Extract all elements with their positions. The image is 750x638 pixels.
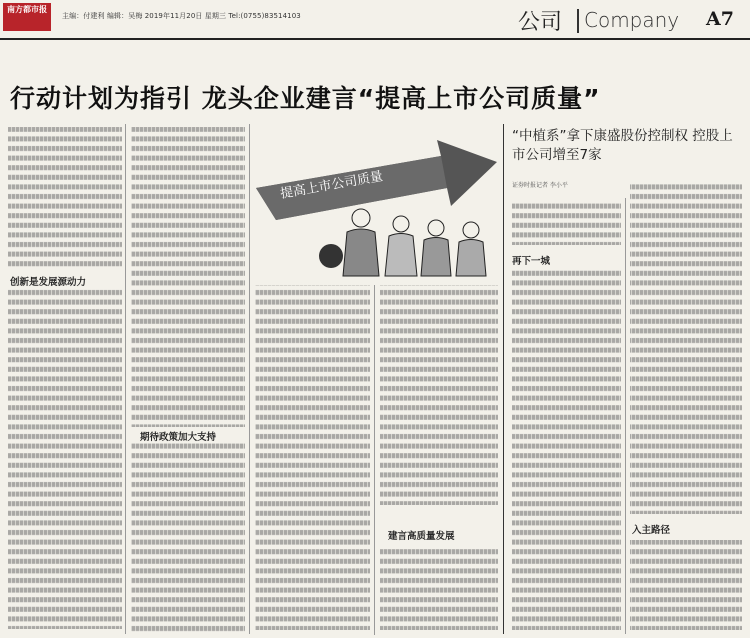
section-title-en: Company <box>584 8 680 32</box>
cartoon-illustration <box>251 128 501 278</box>
side-subhead: 再下一城 <box>512 256 551 267</box>
editor-info: 主编：付建利 编辑：吴梅 2019年11月20日 星期三 Tel:(0755)83514103 <box>62 12 301 20</box>
banner-text: 提高上市公司质量 <box>279 169 385 202</box>
main-headline: 行动计划为指引 龙头企业建言“提高上市公司质量” <box>10 84 601 113</box>
subhead: 创新是发展源动力 <box>10 277 87 288</box>
page-number: A7 <box>706 8 734 30</box>
side-subhead: 入主路径 <box>632 525 671 536</box>
side-story-title: “中植系”拿下康盛股份控制权 控股上市公司增至7家 <box>512 128 733 163</box>
newspaper-logo: 南方都市报 <box>3 3 51 31</box>
subhead: 建言高质量发展 <box>388 531 455 542</box>
subhead: 期待政策加大支持 <box>140 432 217 443</box>
section-title-cn: 公司 <box>518 10 563 35</box>
side-story-byline: 证券时报记者 李小平 <box>512 182 568 189</box>
